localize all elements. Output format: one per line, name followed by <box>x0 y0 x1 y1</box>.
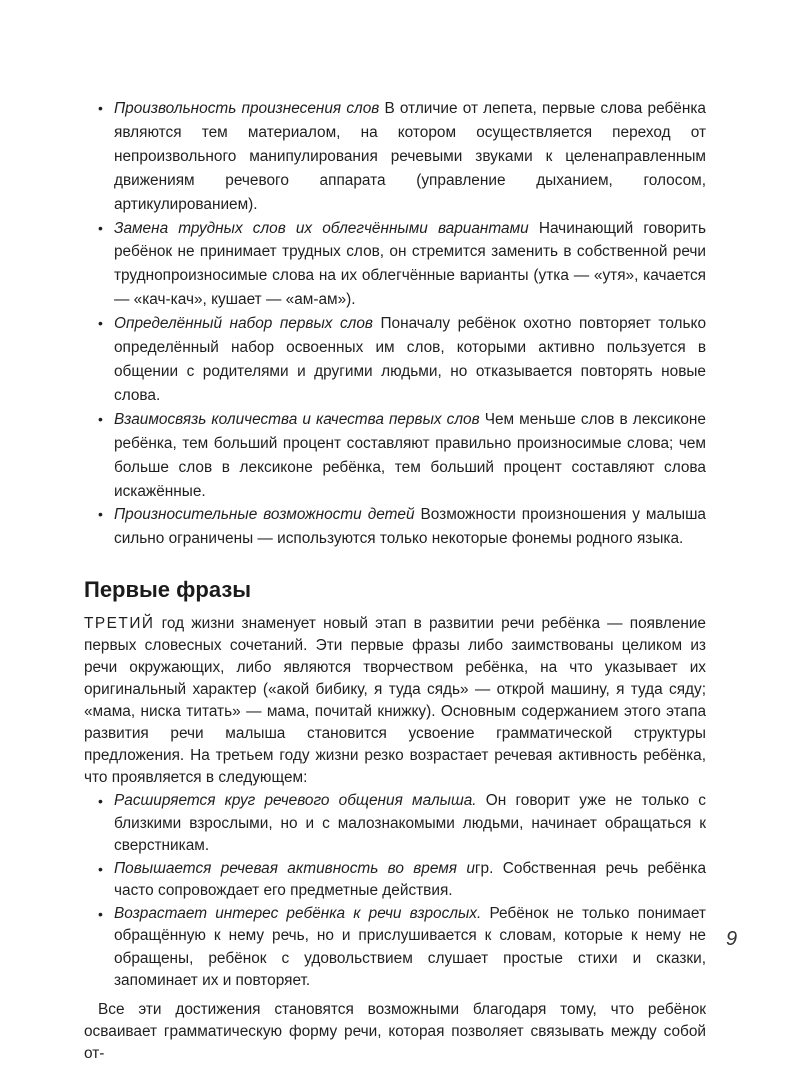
page-content <box>84 97 706 1065</box>
list-item <box>84 790 706 858</box>
item-text: Он говорит уже не только с близкими взрослыми, но и с малознакомыми людьми, начинает обращаться к сверстникам. <box>114 792 706 855</box>
list-item <box>84 312 706 408</box>
lead-word: ТРЕТИЙ <box>84 615 155 633</box>
speech-features-list <box>84 97 706 551</box>
bullet-icon: • <box>98 506 103 523</box>
item-text: Начинающий говорить ребёнок не принимает трудных слов, он стремится заменить в собственной речи труднопроизносимые слова на их облегчённые варианты (утка — «утя», качается — «кач-кач», кушает — «ам-ам»). <box>114 219 706 309</box>
item-text: гр. Собственная речь ребёнка часто сопровождает его предметные действия. <box>114 859 706 900</box>
item-title: Взаимосвязь количества и качества первых слов <box>114 410 480 428</box>
item-title: Возрастает интерес ребёнка к речи взрослых. <box>114 904 482 922</box>
bullet-icon: • <box>98 219 103 236</box>
section-heading: Первые фразы <box>84 577 252 603</box>
item-title: Произвольность произнесения слов <box>114 100 380 117</box>
item-text: Чем меньше слов в лексиконе ребёнка, тем больший процент составляют правильно произносимые слова; чем больше слов в лексиконе ребёнка, тем больший процент составляют слова искажённые. <box>114 410 706 500</box>
item-text: Поначалу ребёнок охотно повторяет только определённый набор освоенных им слов, которыми активно пользуется в общении с родителями и другими людьми, но отказывается повторять новые слова. <box>114 315 706 404</box>
list-item <box>84 503 706 551</box>
list-item <box>84 217 706 313</box>
item-text: Ребёнок не только понимает обращённую к нему речь, но и прислушивается к словам, которые к нему не обращены, ребёнок с удовольствием слушает простые стихи и сказки, запоминает их и повторяет. <box>114 904 706 990</box>
intro-paragraph <box>84 613 706 788</box>
item-title: Произносительные возможности детей <box>114 506 415 524</box>
list-item <box>84 408 706 504</box>
list-item <box>84 858 706 903</box>
intro-text: год жизни знаменует новый этап в развитии речи ребёнка — появление первых словесных сочетаний. Эти первые фразы либо заимствованы целиком из речи окружающих, либо являются творчеством ребёнка, на что указывает их оригинальный характер («акой бибику, я туда сядь» — открой машину, я туда сяду; «мама, ниска титать» — мама, почитай книжку). Основным содержанием этого этапа развития речи малыша становится усвоение грамматической структуры предложения. На третьем году жизни резко возрастает речевая активность ребёнка, что проявляется в следующем: <box>84 615 706 786</box>
item-title: Повышается речевая активность во время и <box>114 859 475 877</box>
list-item <box>84 903 706 993</box>
item-text: В отличие от лепета, первые слова ребёнка являются тем материалом, на котором осуществляется переход от непроизвольного манипулирования речевыми звуками к целенаправленным движениям речевого аппарата (управление дыханием, голосом, артикулированием). <box>114 100 706 213</box>
closing-paragraph: Все эти достижения становятся возможными благодаря тому, что ребёнок осваивает грамматическую форму речи, которая позволяет связывать между собой от- <box>84 1000 706 1062</box>
bullet-icon: • <box>98 905 103 922</box>
item-title: Замена трудных слов их облегчёнными вариантами <box>114 219 529 237</box>
third-year-list <box>84 790 706 993</box>
bullet-icon: • <box>98 793 103 810</box>
bullet-icon: • <box>98 410 103 427</box>
page-number: 9 <box>726 928 738 950</box>
item-title: Расширяется круг речевого общения малыша. <box>114 792 477 810</box>
list-item <box>84 97 706 217</box>
item-title: Определённый набор первых слов <box>114 315 373 333</box>
bullet-icon: • <box>98 100 103 116</box>
item-text: Возможности произношения у малыша сильно ограничены — используются только некоторые фонемы родного языка. <box>114 506 706 548</box>
bullet-icon: • <box>98 315 103 332</box>
bullet-icon: • <box>98 860 103 877</box>
